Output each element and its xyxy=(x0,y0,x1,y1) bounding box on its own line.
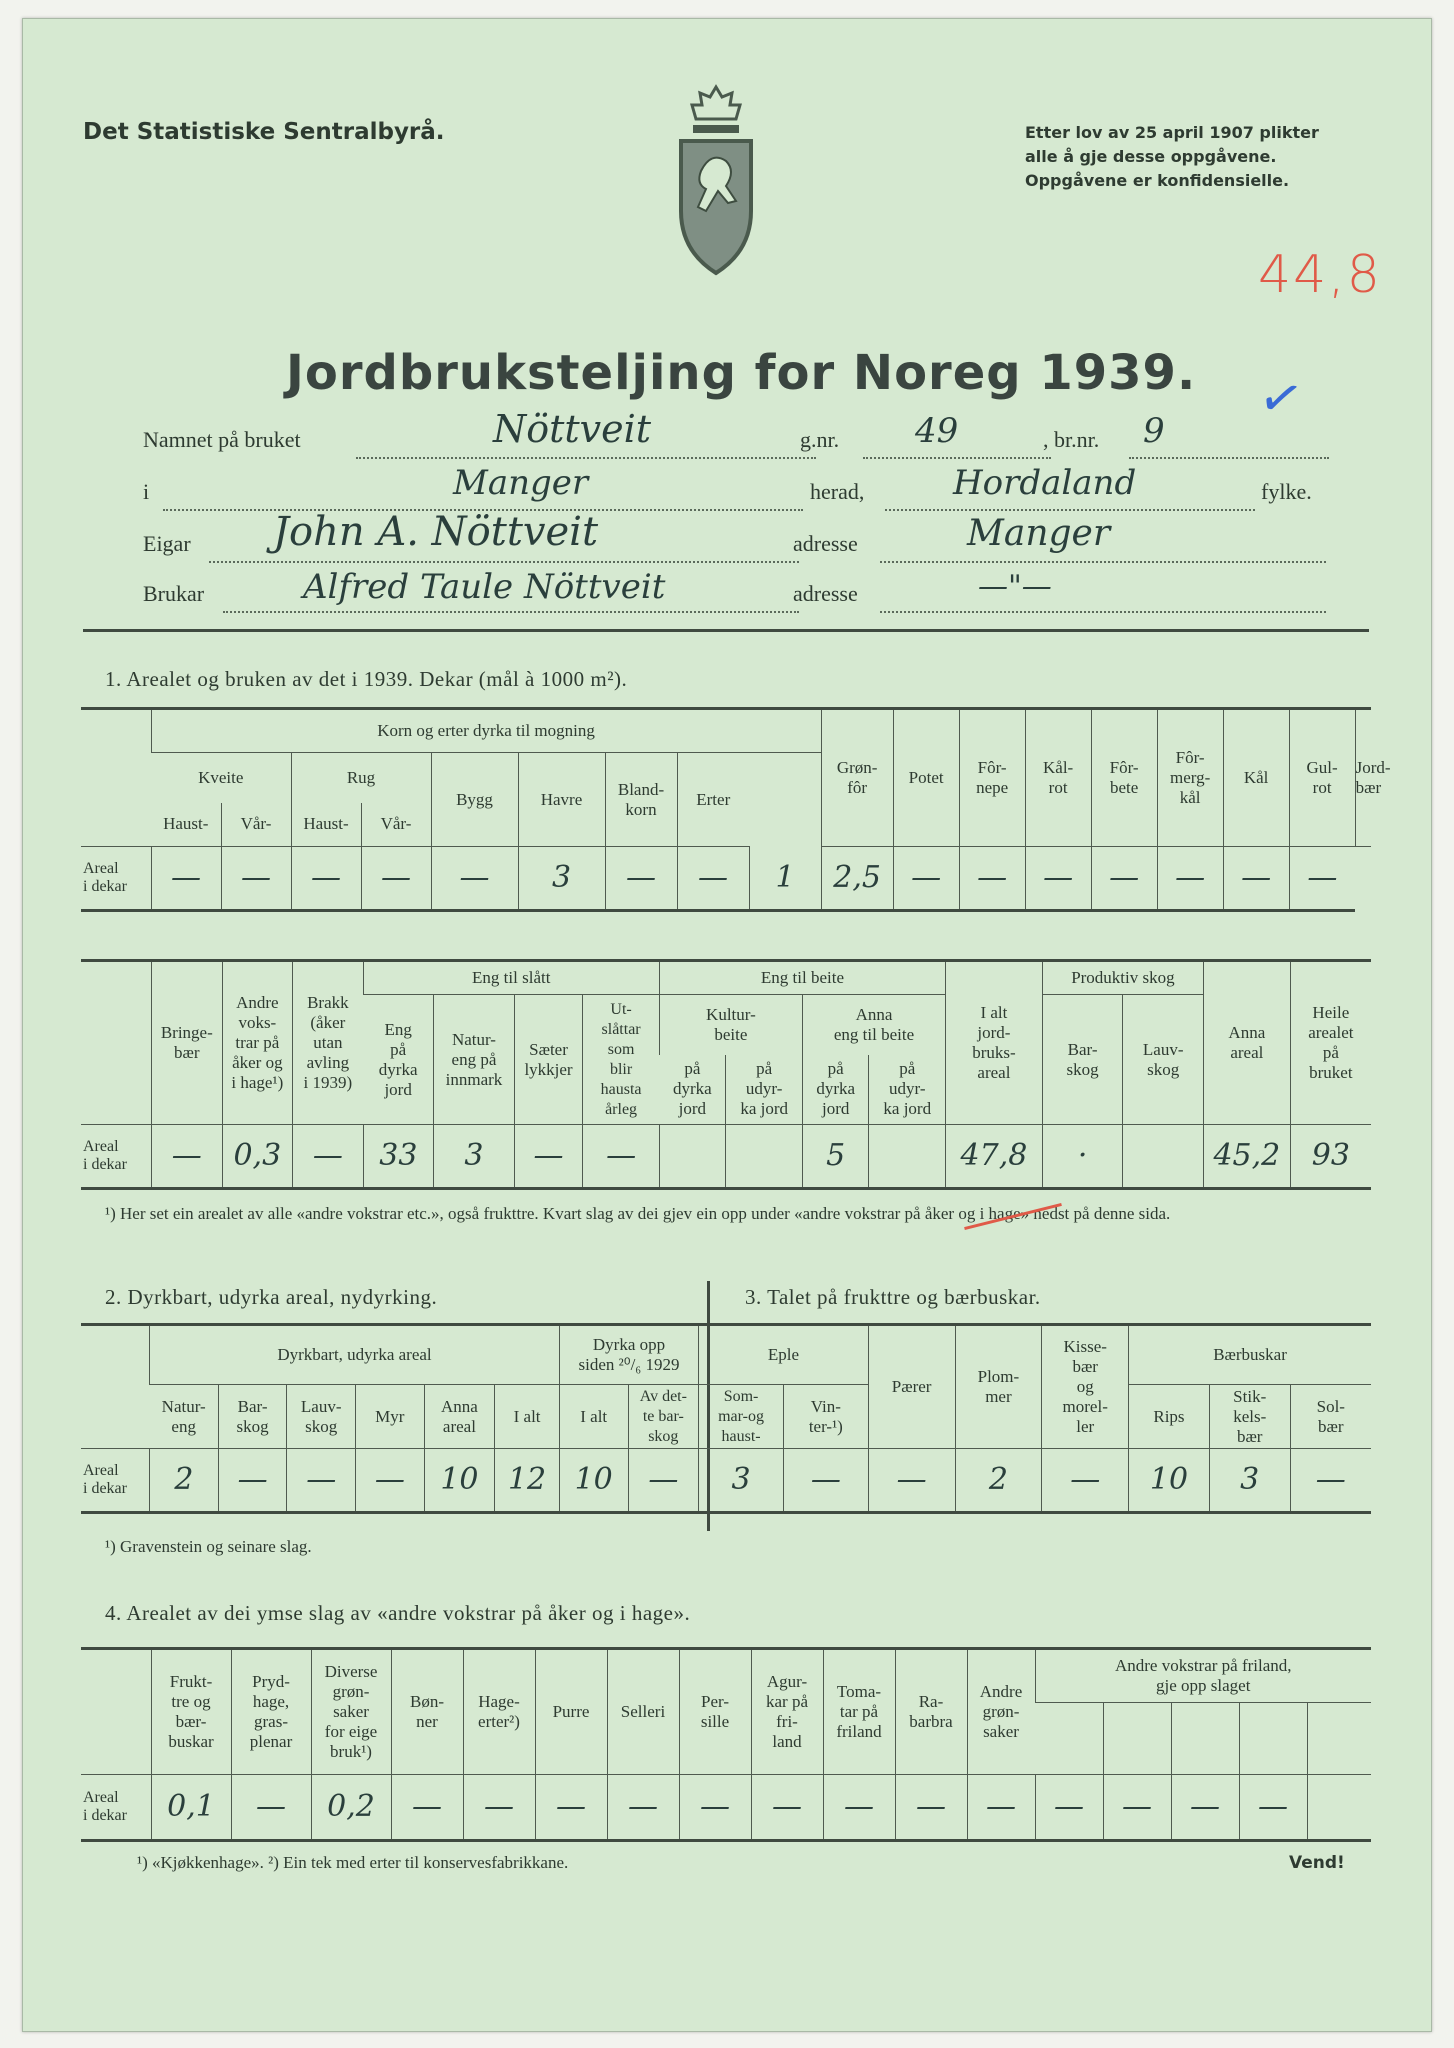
col-barskog: Bar- skog xyxy=(1042,995,1123,1125)
farm-name-line xyxy=(356,457,816,459)
cell-blandkorn: — xyxy=(605,847,677,911)
cell-lauvskog: — xyxy=(287,1449,356,1513)
fylke-value: Hordaland xyxy=(953,463,1137,503)
col-kal: Kål xyxy=(1223,709,1289,847)
col-rug-var: Vår- xyxy=(361,803,431,847)
owner-line xyxy=(209,561,799,563)
cell-barskog: — xyxy=(218,1449,287,1513)
check-mark-icon: ✓ xyxy=(1253,365,1309,433)
cell-plommer: 2 xyxy=(955,1449,1042,1513)
col-myr: Myr xyxy=(356,1385,425,1449)
group-eng-beite: Eng til beite xyxy=(659,961,945,995)
col-rabarbra: Ra- barbra xyxy=(895,1649,967,1775)
col-heile-arealet: Heile arealet på bruket xyxy=(1290,961,1371,1125)
cell-kultur-udyrka xyxy=(726,1125,803,1189)
col-rug-haust: Haust- xyxy=(291,803,361,847)
cell-anna-areal: 10 xyxy=(424,1449,495,1513)
herad-value: Manger xyxy=(453,463,589,503)
user-address-line xyxy=(880,611,1326,613)
group-baerbuskar: Bærbuskar xyxy=(1129,1325,1371,1385)
form-page xyxy=(22,18,1432,2032)
col-persille: Per- sille xyxy=(679,1649,751,1775)
col-eple-vinter: Vin- ter-¹) xyxy=(783,1385,868,1449)
col-andre-gronsaker: Andre grøn- saker xyxy=(967,1649,1035,1775)
section2-footnote: ¹) Gravenstein og seinare slag. xyxy=(105,1537,312,1556)
cell-agurkar: — xyxy=(751,1775,823,1841)
col-kveite-haust: Haust- xyxy=(151,803,221,847)
cell-lauvskog xyxy=(1123,1125,1204,1189)
col-lauvskog: Lauv- skog xyxy=(287,1385,356,1449)
col-dyrka-barskog: Av det- te bar- skog xyxy=(628,1385,699,1449)
row-label-header-blank xyxy=(81,709,151,847)
farm-name-value: Nöttveit xyxy=(493,407,652,451)
col-havre: Havre xyxy=(518,753,605,847)
col-lauvskog: Lauv- skog xyxy=(1123,995,1204,1125)
group-kveite: Kveite xyxy=(198,767,244,787)
cell-kveite-var: — xyxy=(221,847,291,911)
col-tomatar: Toma- tar på friland xyxy=(823,1649,895,1775)
form-title: Jordbruksteljing for Noreg 1939. xyxy=(286,345,1197,401)
owner-value: John A. Nöttveit xyxy=(273,509,599,555)
cell-kal: — xyxy=(1157,847,1223,911)
col-natureng: Natur- eng xyxy=(150,1385,219,1449)
col-gronfor: Grøn- fôr xyxy=(821,709,893,847)
gnr-value: 49 xyxy=(915,411,959,451)
farm-name-label: Namnet på bruket xyxy=(143,427,301,452)
section4-footnote: ¹) «Kjøkkenhage». ²) Ein tek med erter til konservesfabrikkane. xyxy=(137,1853,569,1872)
row-label: Areal i dekar xyxy=(81,1125,152,1189)
table-row xyxy=(81,1125,1371,1189)
legal-note-line-1: Etter lov av 25 april 1907 plikter xyxy=(1025,123,1319,142)
brnr-value: 9 xyxy=(1143,411,1165,451)
col-solbaer: Sol- bær xyxy=(1290,1385,1371,1449)
group-rug: Rug xyxy=(291,753,431,803)
cell-eng-dyrka: 33 xyxy=(363,1125,434,1189)
col-stikkelsbaer: Stik- kels- bær xyxy=(1209,1385,1290,1449)
col-kultur-udyrka: på udyr- ka jord xyxy=(726,1055,803,1125)
cell-frukttre: 0,1 xyxy=(151,1775,231,1841)
col-bringebaer: Bringe- bær xyxy=(152,961,223,1125)
coat-of-arms-icon xyxy=(671,81,761,291)
cell-rips: 10 xyxy=(1129,1449,1210,1513)
section1-table-land xyxy=(81,959,1371,1190)
col-frukttre: Frukt- tre og bær- buskar xyxy=(151,1649,231,1775)
section1-footnote: ¹) Her set ein arealet av alle «andre vokstrar etc.», også frukttre. Kvart slag av dei gjev ein opp under «andre vokstrar på åker og i hage» nedst på denne sida. xyxy=(105,1204,1171,1223)
legal-note-line-2: alle å gje desse oppgåvene. xyxy=(1025,147,1277,166)
col-potet: Potet xyxy=(893,709,959,847)
col-hageerter: Hage- erter²) xyxy=(463,1649,535,1775)
col-jordbaer: Jord- bær xyxy=(1355,709,1371,847)
col-gulrot: Gul- rot xyxy=(1289,709,1355,847)
col-other-1 xyxy=(1035,1703,1103,1775)
col-fornepe: Fôr- nepe xyxy=(959,709,1025,847)
cell-rug-haust: — xyxy=(291,847,361,911)
section1-heading: 1. Arealet og bruken av det i 1939. Dekar (mål à 1000 m²). xyxy=(105,667,628,691)
cell-jordbaer: — xyxy=(1289,847,1355,911)
col-kveite-var: Vår- xyxy=(221,803,291,847)
header-divider xyxy=(83,629,1369,632)
cell-naturbeng: 3 xyxy=(434,1125,515,1189)
brnr-line xyxy=(1129,457,1329,459)
cell-bonner: — xyxy=(391,1775,463,1841)
herad-label: herad, xyxy=(810,479,865,504)
cell-paerer: — xyxy=(868,1449,955,1513)
cell-heile-arealet: 93 xyxy=(1290,1125,1371,1189)
row-label: Areal i dekar xyxy=(81,847,151,911)
owner-address-value: Manger xyxy=(967,513,1111,554)
cell-kveite-haust: — xyxy=(151,847,221,911)
cell-stikkelsbaer: 3 xyxy=(1209,1449,1290,1513)
col-anna-areal: Anna areal xyxy=(424,1385,495,1449)
group-kulturbeite: Kultur- beite xyxy=(659,995,802,1055)
cell-rabarbra: — xyxy=(895,1775,967,1841)
col-paerer: Pærer xyxy=(868,1325,955,1449)
legal-note-line-3: Oppgåvene er konfidensielle. xyxy=(1025,171,1290,190)
col-andre-vokstrar: Andre voks- trar på åker og i hage¹) xyxy=(222,961,293,1125)
owner-address-line xyxy=(880,561,1326,563)
legal-note xyxy=(1025,121,1319,193)
section3-heading: 3. Talet på frukttre og bærbuskar. xyxy=(745,1285,1041,1309)
group-andre-vokstrar: Andre vokstrar på friland, gje opp slaget xyxy=(1035,1649,1371,1703)
cell-saeter: — xyxy=(514,1125,583,1189)
col-utslattar: Ut- slåttar som blir hausta årleg xyxy=(583,995,660,1125)
agency-name: Det Statistiske Sentralbyrå. xyxy=(83,119,445,145)
table-row xyxy=(81,1449,1371,1513)
group-anna-beite: Anna eng til beite xyxy=(802,995,945,1055)
cell-formergkal: — xyxy=(1091,847,1157,911)
section2-heading: 2. Dyrkbart, udyrka areal, nydyrking. xyxy=(105,1285,438,1309)
col-agurkar: Agur- kar på fri- land xyxy=(751,1649,823,1775)
cell-fornepe: — xyxy=(893,847,959,911)
user-value: Alfred Taule Nöttveit xyxy=(303,567,666,607)
cell-i-alt: 12 xyxy=(495,1449,560,1513)
cell-purre: — xyxy=(535,1775,607,1841)
col-dyrka-i-alt: I alt xyxy=(559,1385,628,1449)
group-dyrka-opp: Dyrka opp siden ²⁰/₆ 1929 xyxy=(559,1325,698,1385)
cell-other-3: — xyxy=(1171,1775,1239,1841)
col-kirsebaer: Kisse- bær og morel- ler xyxy=(1042,1325,1129,1449)
col-kalrot: Kål- rot xyxy=(1025,709,1091,847)
gnr-label: g.nr. xyxy=(800,427,840,452)
fylke-line xyxy=(885,509,1255,511)
cell-kirsebaer: — xyxy=(1042,1449,1129,1513)
cell-kultur-dyrka xyxy=(659,1125,726,1189)
cell-gulrot: — xyxy=(1223,847,1289,911)
col-kultur-dyrka: på dyrka jord xyxy=(659,1055,726,1125)
cell-gronfor: 1 xyxy=(749,847,821,911)
row-label-header-blank xyxy=(81,1325,150,1449)
row-label: Areal i dekar xyxy=(81,1775,151,1841)
row-label: Areal i dekar xyxy=(81,1449,150,1513)
group-eng-slatt: Eng til slått xyxy=(363,961,659,995)
col-bygg: Bygg xyxy=(431,753,518,847)
cell-prydhage: — xyxy=(231,1775,311,1841)
cell-other-4: — xyxy=(1239,1775,1307,1841)
table-row xyxy=(81,1775,1371,1841)
table-row xyxy=(81,847,1371,911)
cell-diverse-gronsaker: 0,2 xyxy=(311,1775,391,1841)
col-anna-areal: Anna areal xyxy=(1204,961,1291,1125)
cell-andre-vokstrar: 0,3 xyxy=(222,1125,293,1189)
col-anna-udyrka: på udyr- ka jord xyxy=(869,1055,946,1125)
cell-dyrka-i-alt: 10 xyxy=(559,1449,628,1513)
col-eng-dyrka: Eng på dyrka jord xyxy=(363,995,434,1125)
cell-havre: 3 xyxy=(518,847,605,911)
section4-heading: 4. Arealet av dei ymse slag av «andre vokstrar på åker og i hage». xyxy=(105,1601,691,1625)
owner-address-label: adresse xyxy=(793,531,858,556)
col-i-alt-jordbruksareal: I alt jord- bruks- areal xyxy=(946,961,1043,1125)
row-label-header-blank xyxy=(81,1649,151,1775)
cell-andre-gronsaker: — xyxy=(967,1775,1035,1841)
col-erter: Erter xyxy=(677,753,749,847)
cell-forbete: — xyxy=(1025,847,1091,911)
col-brakk: Brakk (åker utan avling i 1939) xyxy=(293,961,364,1125)
cell-other-2: — xyxy=(1103,1775,1171,1841)
group-eple: Eple xyxy=(699,1325,869,1385)
cell-tomatar: — xyxy=(823,1775,895,1841)
cell-other-5 xyxy=(1307,1775,1371,1841)
user-label: Brukar xyxy=(143,581,205,606)
cell-brakk: — xyxy=(293,1125,364,1189)
user-address-label: adresse xyxy=(793,581,858,606)
section4-table xyxy=(81,1647,1371,1842)
cell-other-1: — xyxy=(1035,1775,1103,1841)
cell-selleri: — xyxy=(607,1775,679,1841)
col-other-5 xyxy=(1307,1703,1371,1775)
user-line xyxy=(223,611,799,613)
cell-rug-var: — xyxy=(361,847,431,911)
red-annotation-number: 44,8 xyxy=(1258,245,1382,305)
cell-kalrot: — xyxy=(959,847,1025,911)
col-purre: Purre xyxy=(535,1649,607,1775)
col-other-4 xyxy=(1239,1703,1307,1775)
section1-table-crops xyxy=(81,707,1391,912)
col-blandkorn: Bland- korn xyxy=(605,753,677,847)
fylke-label: fylke. xyxy=(1261,479,1312,504)
col-barskog: Bar- skog xyxy=(218,1385,287,1449)
col-bonner: Bøn- ner xyxy=(391,1649,463,1775)
cell-i-alt-jordbruksareal: 47,8 xyxy=(946,1125,1043,1189)
col-diverse-gronsaker: Diverse grøn- saker for eige bruk¹) xyxy=(311,1649,391,1775)
col-selleri: Selleri xyxy=(607,1649,679,1775)
cell-dyrka-barskog: — xyxy=(628,1449,699,1513)
col-other-2 xyxy=(1103,1703,1171,1775)
col-naturbeng: Natur- eng på innmark xyxy=(434,995,515,1125)
section2-3-table xyxy=(81,1323,1371,1514)
cell-natureng: 2 xyxy=(150,1449,219,1513)
cell-eple-sommar: 3 xyxy=(699,1449,784,1513)
group-korn: Korn og erter dyrka til mogning xyxy=(151,709,821,753)
cell-bygg: — xyxy=(431,847,518,911)
cell-anna-areal: 45,2 xyxy=(1204,1125,1291,1189)
brnr-label: , br.nr. xyxy=(1043,427,1100,452)
group-produktiv-skog: Produktiv skog xyxy=(1042,961,1203,995)
col-plommer: Plom- mer xyxy=(955,1325,1042,1449)
cell-solbaer: — xyxy=(1290,1449,1371,1513)
cell-bringebaer: — xyxy=(152,1125,223,1189)
col-other-3 xyxy=(1171,1703,1239,1775)
col-rips: Rips xyxy=(1129,1385,1210,1449)
in-label: i xyxy=(143,479,150,504)
cell-utslattar: — xyxy=(583,1125,660,1189)
cell-hageerter: — xyxy=(463,1775,535,1841)
cell-eple-vinter: — xyxy=(783,1449,868,1513)
col-saeter: Sæter lykkjer xyxy=(514,995,583,1125)
cell-anna-dyrka: 5 xyxy=(802,1125,869,1189)
gnr-line xyxy=(863,457,1051,459)
col-anna-dyrka: på dyrka jord xyxy=(802,1055,869,1125)
cell-barskog: · xyxy=(1042,1125,1123,1189)
group-dyrkbart: Dyrkbart, udyrka areal xyxy=(150,1325,560,1385)
user-address-value: —"— xyxy=(978,569,1052,604)
col-forbete: Fôr- bete xyxy=(1091,709,1157,847)
vend-label: Vend! xyxy=(1289,1853,1345,1873)
cell-erter: — xyxy=(677,847,749,911)
cell-myr: — xyxy=(356,1449,425,1513)
cell-anna-udyrka xyxy=(869,1125,946,1189)
col-formergkal: Fôr- merg- kål xyxy=(1157,709,1223,847)
col-prydhage: Pryd- hage, gras- plenar xyxy=(231,1649,311,1775)
col-i-alt: I alt xyxy=(495,1385,560,1449)
cell-potet: 2,5 xyxy=(821,847,893,911)
col-eple-sommar: Som- mar-og haust- xyxy=(699,1385,784,1449)
cell-persille: — xyxy=(679,1775,751,1841)
owner-label: Eigar xyxy=(143,531,191,556)
row-label-header-blank xyxy=(81,961,152,1125)
